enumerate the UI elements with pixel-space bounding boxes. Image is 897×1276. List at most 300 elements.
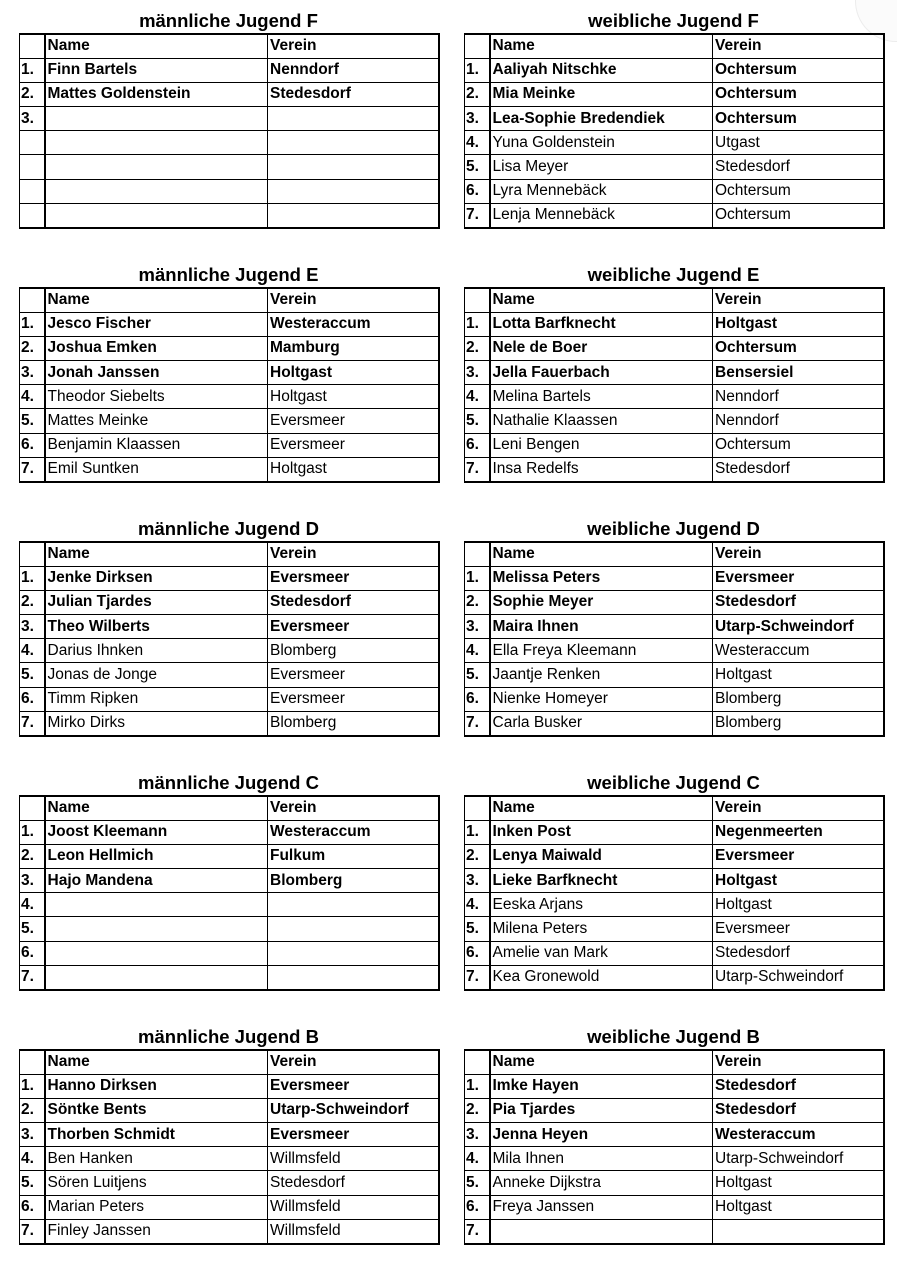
name-cell: Söntke Bents — [45, 1098, 268, 1122]
name-cell: Mirko Dirks — [45, 711, 268, 735]
club-cell: Ochtersum — [713, 336, 884, 360]
table-row — [20, 844, 439, 868]
rank-cell: 4. — [465, 639, 490, 663]
rank-cell: 3. — [20, 615, 45, 639]
club-header: Verein — [268, 288, 439, 312]
rank-header — [465, 796, 490, 820]
table-row — [20, 409, 439, 433]
table-row — [465, 1171, 884, 1195]
club-cell: Stedesdorf — [713, 155, 884, 179]
name-cell — [490, 1219, 713, 1243]
club-cell: Eversmeer — [268, 687, 439, 711]
section-title: weibliche Jugend C — [587, 772, 760, 793]
name-cell — [45, 131, 268, 155]
club-cell: Utarp-Schweindorf — [713, 615, 884, 639]
rank-cell: 6. — [20, 433, 45, 457]
rank-cell: 3. — [20, 107, 45, 131]
table-row — [465, 869, 884, 893]
table-row — [20, 1123, 439, 1147]
name-cell — [45, 107, 268, 131]
name-header: Name — [490, 288, 713, 312]
rank-cell: 6. — [20, 1195, 45, 1219]
name-cell: Ella Freya Kleemann — [490, 639, 713, 663]
name-cell: Imke Hayen — [490, 1074, 713, 1098]
name-header: Name — [490, 1050, 713, 1074]
name-cell: Melissa Peters — [490, 566, 713, 590]
club-cell: Eversmeer — [713, 917, 884, 941]
results-table — [464, 795, 885, 991]
table-row — [20, 1219, 439, 1243]
rank-cell: 7. — [465, 711, 490, 735]
name-cell: Mila Ihnen — [490, 1147, 713, 1171]
club-cell: Eversmeer — [268, 615, 439, 639]
club-header: Verein — [268, 1050, 439, 1074]
name-cell: Anneke Dijkstra — [490, 1171, 713, 1195]
table-row — [20, 965, 439, 989]
table-row — [465, 336, 884, 360]
name-cell: Julian Tjardes — [45, 590, 268, 614]
table-header-row — [20, 1050, 439, 1074]
table-row — [20, 917, 439, 941]
rank-cell: 3. — [465, 107, 490, 131]
table-header-row — [465, 542, 884, 566]
name-cell: Jesco Fischer — [45, 312, 268, 336]
results-table — [464, 287, 885, 483]
rank-cell: 5. — [20, 663, 45, 687]
club-cell: Holtgast — [713, 869, 884, 893]
table-row — [465, 409, 884, 433]
name-cell: Milena Peters — [490, 917, 713, 941]
table-row — [465, 179, 884, 203]
rank-cell: 5. — [465, 155, 490, 179]
club-cell: Eversmeer — [713, 566, 884, 590]
club-cell: Negenmeerten — [713, 820, 884, 844]
table-row — [465, 1098, 884, 1122]
table-header-row — [20, 542, 439, 566]
club-header: Verein — [713, 34, 884, 58]
table-row — [20, 336, 439, 360]
rank-cell: 7. — [465, 1219, 490, 1243]
club-cell: Stedesdorf — [268, 82, 439, 106]
name-cell: Thorben Schmidt — [45, 1123, 268, 1147]
name-cell: Leni Bengen — [490, 433, 713, 457]
club-cell: Blomberg — [268, 869, 439, 893]
club-cell: Blomberg — [713, 711, 884, 735]
club-cell: Willmsfeld — [268, 1219, 439, 1243]
table-row — [20, 312, 439, 336]
table-row — [20, 203, 439, 227]
rank-cell: 2. — [20, 82, 45, 106]
rank-cell: 2. — [20, 1098, 45, 1122]
club-cell: Ochtersum — [713, 82, 884, 106]
table-row — [20, 687, 439, 711]
club-header: Verein — [268, 796, 439, 820]
table-row — [20, 433, 439, 457]
rank-cell: 2. — [20, 336, 45, 360]
club-header: Verein — [268, 34, 439, 58]
results-section — [464, 8, 883, 229]
rank-cell: 3. — [465, 869, 490, 893]
results-table — [19, 795, 440, 991]
club-cell: Westeraccum — [713, 639, 884, 663]
club-cell: Utgast — [713, 131, 884, 155]
rank-header — [20, 34, 45, 58]
name-cell: Timm Ripken — [45, 687, 268, 711]
rank-cell: 4. — [20, 385, 45, 409]
results-section — [464, 516, 883, 737]
rank-cell: 1. — [465, 1074, 490, 1098]
club-cell — [268, 203, 439, 227]
name-cell: Jenna Heyen — [490, 1123, 713, 1147]
results-section — [19, 1024, 438, 1245]
table-row — [465, 1147, 884, 1171]
club-header: Verein — [268, 542, 439, 566]
rank-cell: 7. — [20, 457, 45, 481]
table-row — [465, 590, 884, 614]
table-row — [20, 58, 439, 82]
name-cell: Inken Post — [490, 820, 713, 844]
name-cell: Theodor Siebelts — [45, 385, 268, 409]
name-cell — [45, 155, 268, 179]
rank-cell: 4. — [465, 893, 490, 917]
name-cell: Freya Janssen — [490, 1195, 713, 1219]
name-header: Name — [490, 796, 713, 820]
rank-cell: 6. — [465, 1195, 490, 1219]
name-cell: Jella Fauerbach — [490, 361, 713, 385]
rank-header — [20, 288, 45, 312]
name-cell: Aaliyah Nitschke — [490, 58, 713, 82]
name-cell: Lea-Sophie Bredendiek — [490, 107, 713, 131]
name-cell: Joshua Emken — [45, 336, 268, 360]
club-cell: Westeraccum — [268, 820, 439, 844]
club-cell: Stedesdorf — [713, 1098, 884, 1122]
rank-cell: 6. — [465, 179, 490, 203]
name-cell: Yuna Goldenstein — [490, 131, 713, 155]
name-header: Name — [45, 34, 268, 58]
rank-header — [20, 542, 45, 566]
results-table — [19, 1049, 440, 1245]
table-row — [20, 1195, 439, 1219]
club-cell: Mamburg — [268, 336, 439, 360]
rank-cell: 5. — [465, 917, 490, 941]
name-cell: Lieke Barfknecht — [490, 869, 713, 893]
rank-cell: 4. — [20, 639, 45, 663]
name-cell: Mia Meinke — [490, 82, 713, 106]
club-cell: Utarp-Schweindorf — [713, 1147, 884, 1171]
name-cell — [45, 941, 268, 965]
table-row — [20, 155, 439, 179]
rank-cell: 1. — [465, 312, 490, 336]
rank-header — [465, 1050, 490, 1074]
name-cell: Mattes Goldenstein — [45, 82, 268, 106]
club-cell: Stedesdorf — [713, 590, 884, 614]
club-cell: Stedesdorf — [713, 941, 884, 965]
section-title: weibliche Jugend D — [587, 518, 760, 539]
section-title: männliche Jugend D — [138, 518, 319, 539]
table-header-row — [20, 796, 439, 820]
club-header: Verein — [713, 288, 884, 312]
name-header: Name — [45, 542, 268, 566]
rank-cell: 6. — [20, 687, 45, 711]
name-header: Name — [45, 796, 268, 820]
name-cell: Pia Tjardes — [490, 1098, 713, 1122]
results-section — [464, 262, 883, 483]
results-section — [464, 1024, 883, 1245]
name-cell — [45, 917, 268, 941]
club-header: Verein — [713, 1050, 884, 1074]
club-cell — [713, 1219, 884, 1243]
name-cell: Amelie van Mark — [490, 941, 713, 965]
club-cell: Willmsfeld — [268, 1147, 439, 1171]
table-row — [465, 844, 884, 868]
name-cell — [45, 965, 268, 989]
table-row — [465, 663, 884, 687]
club-cell — [268, 941, 439, 965]
table-row — [465, 107, 884, 131]
club-cell: Nenndorf — [268, 58, 439, 82]
rank-cell: 3. — [20, 869, 45, 893]
name-cell: Darius Ihnken — [45, 639, 268, 663]
table-row — [465, 433, 884, 457]
club-cell: Eversmeer — [713, 844, 884, 868]
club-cell: Westeraccum — [713, 1123, 884, 1147]
rank-header — [465, 34, 490, 58]
name-cell — [45, 893, 268, 917]
name-cell: Leon Hellmich — [45, 844, 268, 868]
table-row — [20, 615, 439, 639]
name-cell: Mattes Meinke — [45, 409, 268, 433]
table-header-row — [465, 34, 884, 58]
rank-cell: 5. — [465, 1171, 490, 1195]
table-header-row — [465, 288, 884, 312]
name-cell: Jonah Janssen — [45, 361, 268, 385]
section-title: männliche Jugend C — [138, 772, 319, 793]
rank-cell: 6. — [465, 433, 490, 457]
name-cell: Eeska Arjans — [490, 893, 713, 917]
table-row — [465, 687, 884, 711]
rank-cell: 7. — [465, 457, 490, 481]
rank-cell: 1. — [20, 312, 45, 336]
rank-cell — [20, 131, 45, 155]
table-row — [20, 107, 439, 131]
name-cell — [45, 203, 268, 227]
name-cell: Lenja Mennebäck — [490, 203, 713, 227]
name-cell: Nele de Boer — [490, 336, 713, 360]
club-header: Verein — [713, 542, 884, 566]
club-cell: Bensersiel — [713, 361, 884, 385]
table-row — [20, 1147, 439, 1171]
club-cell: Holtgast — [268, 457, 439, 481]
rank-cell: 1. — [465, 820, 490, 844]
rank-cell: 1. — [465, 566, 490, 590]
name-cell: Finley Janssen — [45, 1219, 268, 1243]
rank-cell: 3. — [20, 361, 45, 385]
table-row — [20, 82, 439, 106]
name-header: Name — [45, 288, 268, 312]
rank-cell: 5. — [465, 409, 490, 433]
rank-header — [20, 1050, 45, 1074]
table-row — [20, 711, 439, 735]
rank-cell — [20, 155, 45, 179]
club-cell: Holtgast — [713, 312, 884, 336]
rank-cell: 7. — [20, 711, 45, 735]
name-cell: Nienke Homeyer — [490, 687, 713, 711]
table-row — [465, 893, 884, 917]
results-table — [19, 33, 440, 229]
name-cell: Ben Hanken — [45, 1147, 268, 1171]
rank-cell: 1. — [20, 1074, 45, 1098]
table-row — [20, 663, 439, 687]
club-cell: Eversmeer — [268, 433, 439, 457]
table-header-row — [20, 34, 439, 58]
table-row — [20, 179, 439, 203]
results-section — [19, 770, 438, 991]
rank-cell: 7. — [20, 965, 45, 989]
results-section — [19, 516, 438, 737]
name-cell: Emil Suntken — [45, 457, 268, 481]
club-cell: Holtgast — [713, 663, 884, 687]
rank-cell: 7. — [20, 1219, 45, 1243]
club-cell: Eversmeer — [268, 663, 439, 687]
rank-cell: 6. — [465, 941, 490, 965]
name-cell: Sören Luitjens — [45, 1171, 268, 1195]
table-row — [465, 131, 884, 155]
club-cell: Eversmeer — [268, 1074, 439, 1098]
rank-cell: 2. — [465, 844, 490, 868]
club-cell: Eversmeer — [268, 1123, 439, 1147]
section-title: männliche Jugend E — [138, 264, 319, 285]
rank-cell: 6. — [20, 941, 45, 965]
table-row — [465, 203, 884, 227]
section-title: weibliche Jugend F — [588, 10, 759, 31]
name-cell: Sophie Meyer — [490, 590, 713, 614]
club-cell: Nenndorf — [713, 409, 884, 433]
table-row — [20, 131, 439, 155]
table-row — [465, 639, 884, 663]
table-row — [20, 941, 439, 965]
section-title: weibliche Jugend B — [587, 1026, 760, 1047]
club-cell: Stedesdorf — [268, 1171, 439, 1195]
table-row — [20, 869, 439, 893]
table-row — [465, 1074, 884, 1098]
results-section — [19, 8, 438, 229]
results-table — [19, 541, 440, 737]
name-cell: Jonas de Jonge — [45, 663, 268, 687]
name-cell: Nathalie Klaassen — [490, 409, 713, 433]
table-row — [465, 1123, 884, 1147]
table-row — [20, 1171, 439, 1195]
table-row — [465, 820, 884, 844]
name-cell: Jaantje Renken — [490, 663, 713, 687]
table-header-row — [20, 288, 439, 312]
name-cell — [45, 179, 268, 203]
rank-cell: 5. — [20, 917, 45, 941]
table-row — [20, 820, 439, 844]
table-row — [20, 1098, 439, 1122]
club-cell: Stedesdorf — [713, 1074, 884, 1098]
club-cell: Holtgast — [268, 361, 439, 385]
club-cell: Westeraccum — [268, 312, 439, 336]
section-title: männliche Jugend F — [139, 10, 318, 31]
name-cell: Benjamin Klaassen — [45, 433, 268, 457]
name-cell: Melina Bartels — [490, 385, 713, 409]
rank-cell: 1. — [20, 58, 45, 82]
name-header: Name — [490, 34, 713, 58]
table-row — [20, 361, 439, 385]
club-cell: Stedesdorf — [268, 590, 439, 614]
club-cell: Holtgast — [713, 893, 884, 917]
rank-cell — [20, 179, 45, 203]
club-cell: Ochtersum — [713, 179, 884, 203]
club-cell — [268, 893, 439, 917]
rank-cell: 2. — [20, 590, 45, 614]
rank-cell: 5. — [20, 1171, 45, 1195]
club-cell: Holtgast — [713, 1171, 884, 1195]
club-cell: Blomberg — [713, 687, 884, 711]
rank-header — [465, 288, 490, 312]
rank-cell: 1. — [20, 566, 45, 590]
name-cell: Finn Bartels — [45, 58, 268, 82]
table-row — [20, 893, 439, 917]
club-cell: Nenndorf — [713, 385, 884, 409]
results-section — [464, 770, 883, 991]
rank-cell: 4. — [465, 385, 490, 409]
club-cell: Blomberg — [268, 711, 439, 735]
club-cell: Ochtersum — [713, 433, 884, 457]
rank-cell: 2. — [465, 590, 490, 614]
name-cell: Kea Gronewold — [490, 965, 713, 989]
club-header: Verein — [713, 796, 884, 820]
club-cell: Utarp-Schweindorf — [713, 965, 884, 989]
section-title: männliche Jugend B — [138, 1026, 319, 1047]
name-cell: Lenya Maiwald — [490, 844, 713, 868]
rank-cell: 1. — [20, 820, 45, 844]
club-cell: Willmsfeld — [268, 1195, 439, 1219]
table-row — [465, 58, 884, 82]
club-cell: Blomberg — [268, 639, 439, 663]
table-row — [465, 1219, 884, 1243]
table-row — [465, 385, 884, 409]
results-table — [464, 541, 885, 737]
table-row — [465, 917, 884, 941]
table-row — [20, 457, 439, 481]
table-row — [20, 590, 439, 614]
table-row — [20, 385, 439, 409]
rank-cell: 6. — [465, 687, 490, 711]
name-cell: Jenke Dirksen — [45, 566, 268, 590]
club-cell: Eversmeer — [268, 566, 439, 590]
rank-cell: 4. — [20, 1147, 45, 1171]
table-row — [465, 1195, 884, 1219]
club-cell: Ochtersum — [713, 203, 884, 227]
results-table — [19, 287, 440, 483]
rank-cell: 1. — [465, 58, 490, 82]
rank-cell: 2. — [465, 82, 490, 106]
rank-cell: 4. — [465, 131, 490, 155]
table-row — [465, 82, 884, 106]
name-cell: Carla Busker — [490, 711, 713, 735]
table-row — [465, 566, 884, 590]
rank-header — [20, 796, 45, 820]
table-header-row — [465, 796, 884, 820]
results-table — [464, 1049, 885, 1245]
rank-cell: 3. — [465, 361, 490, 385]
club-cell — [268, 917, 439, 941]
rank-cell: 4. — [20, 893, 45, 917]
rank-cell: 4. — [465, 1147, 490, 1171]
results-table — [464, 33, 885, 229]
club-cell: Ochtersum — [713, 107, 884, 131]
